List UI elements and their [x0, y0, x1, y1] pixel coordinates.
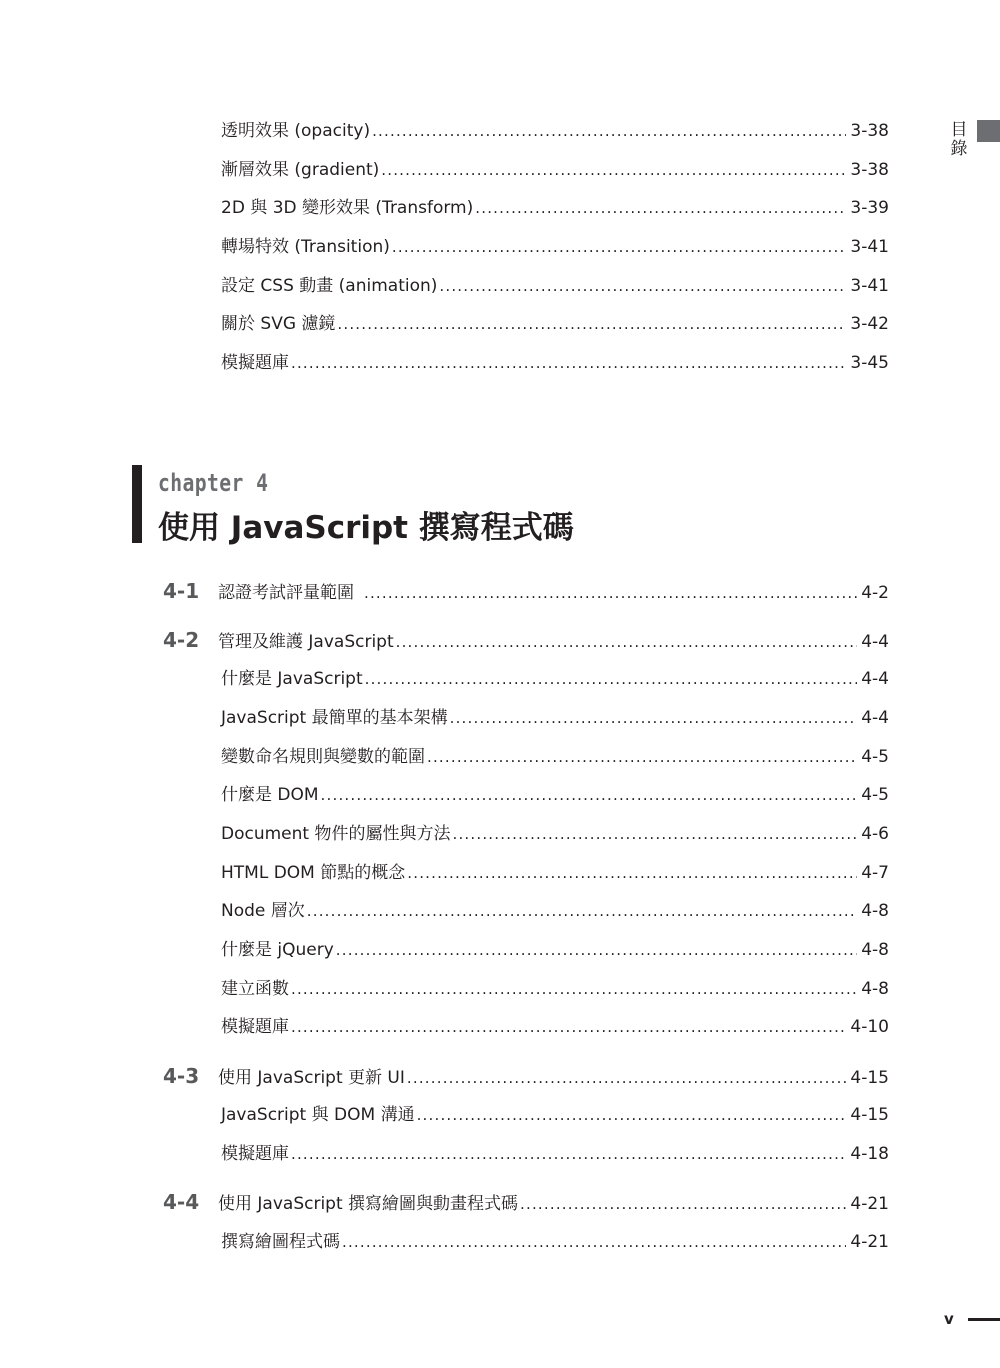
dot-leader — [381, 156, 846, 184]
toc-section[interactable] — [163, 577, 889, 605]
toc-entry-title: 什麼是 jQuery — [221, 940, 334, 960]
toc-section-number: 4-3 — [163, 1064, 200, 1088]
toc-entry[interactable] — [221, 156, 889, 184]
dot-leader — [417, 1101, 847, 1129]
chapter-label: chapter 4 — [158, 469, 269, 497]
toc-entry-title: Node 層次 — [221, 901, 305, 921]
toc-entry[interactable] — [221, 975, 889, 1003]
dot-leader — [452, 820, 857, 848]
toc-entry-page: 4-21 — [850, 1232, 889, 1252]
dot-leader — [291, 1140, 846, 1168]
toc-entry-page: 4-4 — [861, 708, 889, 728]
toc-entry[interactable] — [221, 194, 889, 222]
toc-entry-page: 3-45 — [850, 353, 889, 373]
toc-entry[interactable] — [221, 1140, 889, 1168]
toc-entry[interactable] — [221, 897, 889, 925]
toc-entry[interactable] — [221, 310, 889, 338]
toc-entry-title: 模擬題庫 — [221, 1017, 289, 1037]
toc-entry-title: JavaScript 最簡單的基本架構 — [221, 708, 448, 728]
toc-entry-title: 什麼是 JavaScript — [221, 669, 363, 689]
toc-entry-title: 什麼是 DOM — [221, 785, 319, 805]
toc-entry[interactable] — [221, 743, 889, 771]
side-tab-label — [949, 121, 969, 159]
toc-section-number: 4-1 — [163, 579, 200, 603]
toc-entry[interactable] — [221, 859, 889, 887]
dot-leader — [407, 859, 857, 887]
toc-entry-title: Document 物件的屬性與方法 — [221, 824, 451, 844]
toc-section[interactable] — [163, 1062, 889, 1090]
toc-entry-title: 撰寫繪圖程式碼 — [221, 1232, 340, 1252]
toc-section-page: 4-21 — [850, 1194, 889, 1214]
dot-leader — [321, 781, 858, 809]
dot-leader — [407, 1064, 847, 1092]
toc-entry-page: 4-7 — [861, 863, 889, 883]
toc-entry-page: 3-39 — [850, 198, 889, 218]
toc-entry-title: 關於 SVG 濾鏡 — [221, 314, 336, 334]
toc-entry[interactable] — [221, 704, 889, 732]
toc-entry-title: HTML DOM 節點的概念 — [221, 863, 406, 883]
side-tab-char-1: 目 — [950, 120, 968, 140]
toc-entry-title: 漸層效果 (gradient) — [221, 160, 380, 180]
toc-entry-title: JavaScript 與 DOM 溝通 — [221, 1105, 415, 1125]
toc-section-title: 使用 JavaScript 更新 UI — [218, 1068, 405, 1088]
toc-entry-title: 設定 CSS 動畫 (animation) — [221, 276, 438, 296]
toc-section-title: 管理及維護 JavaScript — [218, 632, 394, 652]
page-number: v — [944, 1310, 954, 1328]
toc-entry-title: 模擬題庫 — [221, 353, 289, 373]
toc-entry-page: 4-10 — [850, 1017, 889, 1037]
dot-leader — [372, 117, 846, 145]
dot-leader — [291, 349, 846, 377]
toc-entry-title: 變數命名規則與變數的範圍 — [221, 747, 425, 767]
toc-section-page: 4-2 — [861, 583, 889, 603]
dot-leader — [337, 310, 846, 338]
toc-entry-page: 4-6 — [861, 824, 889, 844]
toc-entry-page: 4-5 — [861, 785, 889, 805]
dot-leader — [336, 936, 857, 964]
toc-entry-title: 建立函數 — [221, 979, 289, 999]
dot-leader — [342, 1228, 846, 1256]
toc-entry[interactable] — [221, 117, 889, 145]
toc-section-page: 4-4 — [861, 632, 889, 652]
dot-leader — [392, 233, 847, 261]
dot-leader — [291, 1013, 846, 1041]
toc-entry[interactable] — [221, 936, 889, 964]
dot-leader — [307, 897, 857, 925]
toc-entry[interactable] — [221, 233, 889, 261]
chapter-title: 使用 JavaScript 撰寫程式碼 — [158, 510, 574, 546]
toc-entry-page: 3-42 — [850, 314, 889, 334]
footer-rule — [968, 1318, 1000, 1321]
toc-entry[interactable] — [221, 820, 889, 848]
chapter-accent-bar — [132, 465, 142, 543]
toc-section-number: 4-2 — [163, 628, 200, 652]
toc-entry[interactable] — [221, 1101, 889, 1129]
toc-entry-page: 4-5 — [861, 747, 889, 767]
side-tab-char-2: 錄 — [950, 139, 968, 159]
toc-entry-title: 模擬題庫 — [221, 1144, 289, 1164]
toc-entry-page: 3-41 — [850, 276, 889, 296]
toc-entry[interactable] — [221, 1013, 889, 1041]
toc-entry[interactable] — [221, 1228, 889, 1256]
toc-entry-title: 轉場特效 (Transition) — [221, 237, 390, 257]
toc-entry-title: 2D 與 3D 變形效果 (Transform) — [221, 198, 474, 218]
toc-section[interactable] — [163, 626, 889, 654]
toc-entry-page: 4-15 — [850, 1105, 889, 1125]
dot-leader — [396, 628, 858, 656]
toc-entry[interactable] — [221, 665, 889, 693]
side-tab-marker — [977, 120, 1000, 142]
toc-entry[interactable] — [221, 781, 889, 809]
toc-section-title: 使用 JavaScript 撰寫繪圖與動畫程式碼 — [218, 1194, 519, 1214]
toc-entry-page: 3-38 — [850, 160, 889, 180]
toc-section-number: 4-4 — [163, 1190, 200, 1214]
toc-entry-page: 4-8 — [861, 940, 889, 960]
toc-entry-page: 4-4 — [861, 669, 889, 689]
dot-leader — [439, 272, 846, 300]
dot-leader — [450, 704, 858, 732]
toc-entry-page: 3-41 — [850, 237, 889, 257]
dot-leader — [427, 743, 857, 771]
toc-entry-page: 4-8 — [861, 979, 889, 999]
dot-leader — [291, 975, 857, 1003]
toc-section[interactable] — [163, 1188, 889, 1216]
toc-section-title: 認證考試評量範圍 — [218, 583, 354, 603]
dot-leader — [475, 194, 846, 222]
toc-entry-title: 透明效果 (opacity) — [221, 121, 371, 141]
toc-entry-page: 4-18 — [850, 1144, 889, 1164]
toc-entry[interactable] — [221, 349, 889, 377]
toc-section-page: 4-15 — [850, 1068, 889, 1088]
dot-leader — [364, 579, 857, 607]
dot-leader — [365, 665, 858, 693]
toc-entry-page: 3-38 — [850, 121, 889, 141]
toc-entry-page: 4-8 — [861, 901, 889, 921]
toc-entry[interactable] — [221, 272, 889, 300]
dot-leader — [520, 1190, 846, 1218]
